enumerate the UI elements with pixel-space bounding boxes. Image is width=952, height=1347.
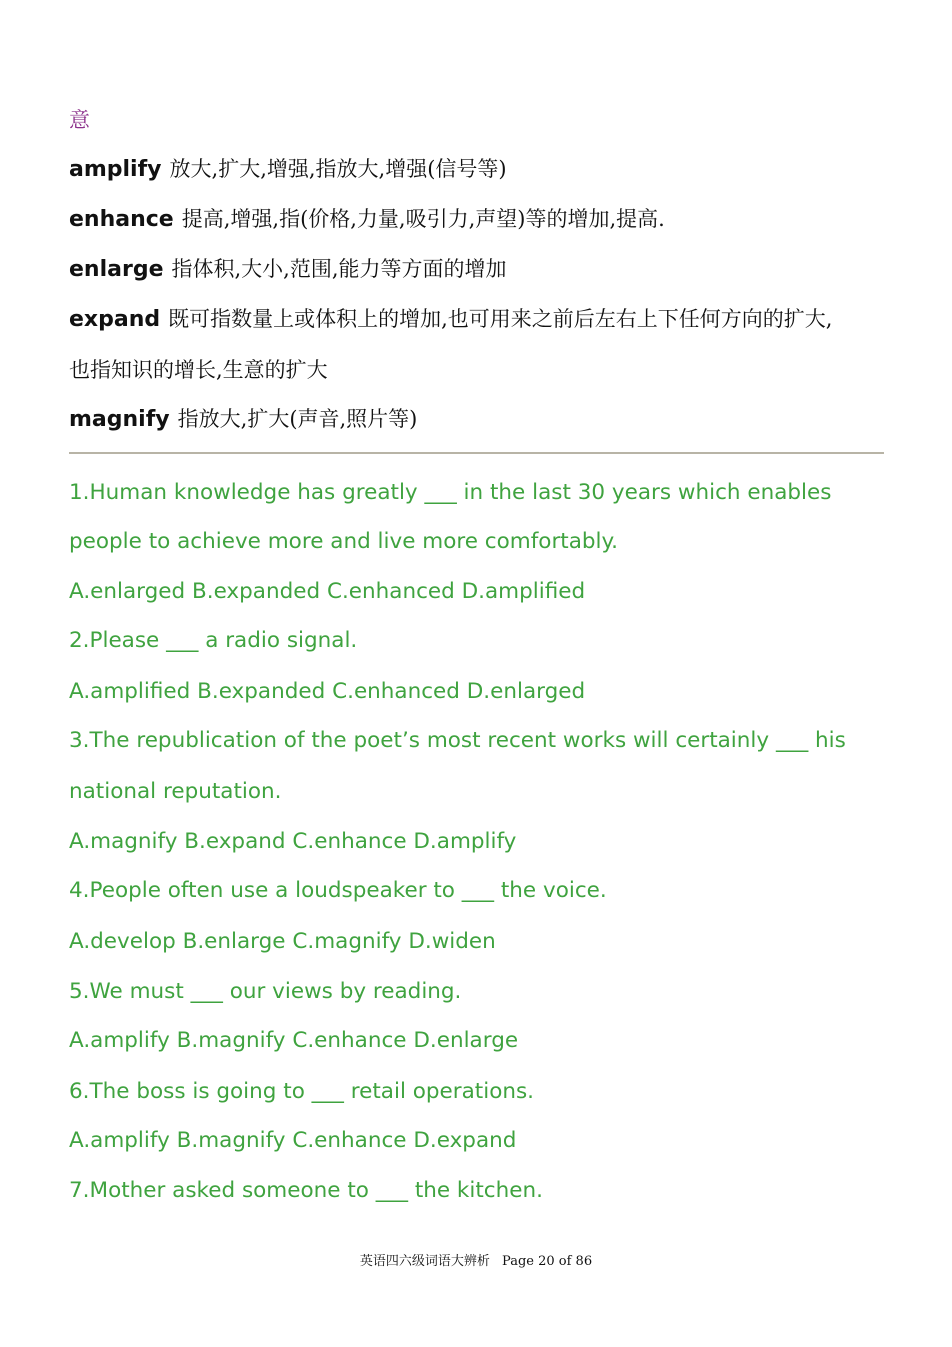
definition-term: amplify	[69, 157, 162, 182]
definition-text: 指放大,扩大(声音,照片等)	[177, 407, 418, 431]
definition-enlarge	[69, 253, 507, 283]
definition-term: enlarge	[69, 257, 164, 282]
section-divider	[69, 452, 884, 454]
exercise-line: 7.Mother asked someone to ___ the kitchen.	[69, 1178, 543, 1203]
definition-text: 既可指数量上或体积上的增加,也可用来之前后左右上下任何方向的扩大,	[168, 307, 833, 331]
footer-book-title: 英语四六级词语大辨析	[359, 1254, 490, 1269]
definition-enhance	[69, 203, 665, 233]
definition-expand-continued	[69, 354, 328, 384]
definition-term: expand	[69, 307, 161, 332]
page-footer	[0, 1250, 952, 1269]
exercise-line: people to achieve more and live more comfortably.	[69, 529, 619, 554]
exercise-line: national reputation.	[69, 779, 282, 804]
exercise-options: A.amplify B.magnify C.enhance D.enlarge	[69, 1028, 519, 1053]
definition-text: 也指知识的增长,生意的扩大	[69, 358, 328, 382]
definition-text: 提高,增强,指(价格,力量,吸引力,声望)等的增加,提高.	[181, 207, 665, 231]
exercise-line: 3.The republication of the poet’s most recent works will certainly ___ his	[69, 728, 846, 753]
definition-magnify	[69, 403, 417, 433]
definition-expand	[69, 303, 832, 333]
exercise-line: 5.We must ___ our views by reading.	[69, 979, 462, 1004]
exercise-options: A.magnify B.expand C.enhance D.amplify	[69, 829, 517, 854]
exercise-line: 4.People often use a loudspeaker to ___ the voice.	[69, 878, 607, 903]
exercise-options: A.amplified B.expanded C.enhanced D.enlarged	[69, 679, 586, 704]
definition-term: enhance	[69, 207, 174, 232]
exercise-options: A.amplify B.magnify C.enhance D.expand	[69, 1128, 517, 1153]
exercise-options: A.enlarged B.expanded C.enhanced D.amplified	[69, 579, 586, 604]
definition-text: 指体积,大小,范围,能力等方面的增加	[171, 257, 507, 281]
footer-page-number: Page 20 of 86	[502, 1254, 593, 1269]
definition-term: magnify	[69, 407, 170, 432]
exercise-line: 1.Human knowledge has greatly ___ in the last 30 years which enables	[69, 480, 832, 505]
definition-text: 放大,扩大,增强,指放大,增强(信号等)	[169, 157, 507, 181]
exercise-line: 2.Please ___ a radio signal.	[69, 628, 358, 653]
definition-amplify	[69, 153, 507, 183]
intro-char: 意	[69, 108, 90, 132]
exercise-line: 6.The boss is going to ___ retail operations.	[69, 1079, 535, 1104]
exercise-options: A.develop B.enlarge C.magnify D.widen	[69, 929, 496, 954]
